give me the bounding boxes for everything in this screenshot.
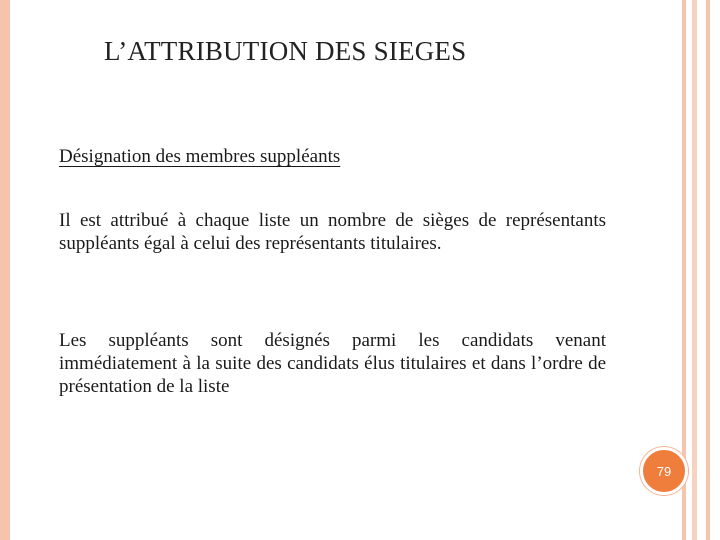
left-decorative-border <box>0 0 10 540</box>
page-number: 79 <box>656 463 672 479</box>
right-decorative-border-inner <box>692 0 697 540</box>
page-number-badge <box>640 447 688 495</box>
body-paragraph-2: Les suppléants sont désignés parmi les candidats venant immédiatement à la suite des candidats élus titulaires et dans l’ordre de présentation de la liste <box>59 330 606 397</box>
body-paragraph-1: Il est attribué à chaque liste un nombre de sièges de représentants suppléants égal à celui des représentants titulaires. <box>59 210 606 254</box>
section-heading: Désignation des membres suppléants <box>59 146 341 167</box>
slide-title: L’ATTRIBUTION DES SIEGES <box>104 36 467 66</box>
right-decorative-border-far <box>706 0 710 540</box>
